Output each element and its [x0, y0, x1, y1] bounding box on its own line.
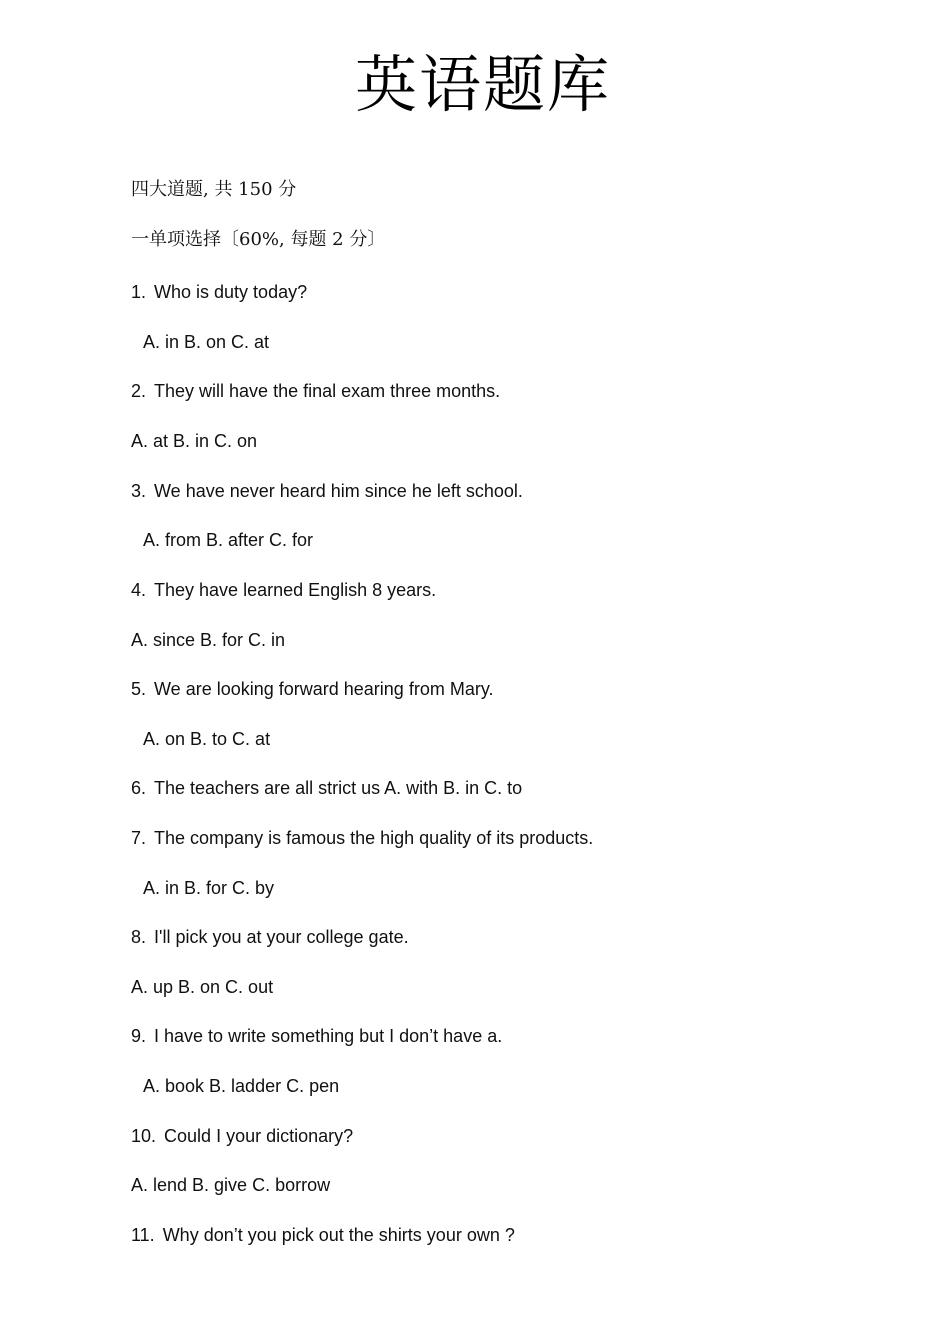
question-10: [131, 1124, 353, 1148]
question-text: I'll pick you at your college gate.: [154, 927, 409, 947]
question-9: [131, 1024, 502, 1048]
question-7: [131, 826, 593, 850]
question-number: 5.: [131, 679, 147, 699]
question-10-options: A. lend B. give C. borrow: [131, 1175, 331, 1195]
question-text: The teachers are all strict us A. with B. in C. to: [154, 778, 523, 798]
question-7-options: A. in B. for C. by: [143, 878, 275, 898]
question-8: [131, 925, 409, 949]
question-2: [131, 379, 500, 403]
question-text: They will have the final exam three months.: [154, 381, 501, 401]
question-number: 7.: [131, 828, 147, 848]
question-4: [131, 578, 436, 602]
question-2-options: A. at B. in C. on: [131, 431, 258, 451]
question-number: 1.: [131, 282, 147, 302]
question-text: We are looking forward hearing from Mary.: [154, 679, 494, 699]
question-5-options: A. on B. to C. at: [143, 729, 271, 749]
question-9-options: A. book B. ladder C. pen: [143, 1076, 340, 1096]
question-number: 10.: [131, 1126, 157, 1146]
question-number: 6.: [131, 778, 147, 798]
question-text: They have learned English 8 years.: [154, 580, 437, 600]
question-text: We have never heard him since he left school.: [154, 481, 523, 501]
question-number: 8.: [131, 927, 147, 947]
question-number: 11.: [131, 1225, 155, 1245]
question-1-options: A. in B. on C. at: [143, 332, 270, 352]
question-3-options: A. from B. after C. for: [143, 530, 314, 550]
section-heading: 一单项选择〔60%, 每题 2 分〕: [131, 229, 386, 250]
question-number: 3.: [131, 481, 147, 501]
question-text: The company is famous the high quality of its products.: [154, 828, 594, 848]
question-number: 4.: [131, 580, 147, 600]
question-text: Could I your dictionary?: [164, 1126, 354, 1146]
question-4-options: A. since B. for C. in: [131, 630, 286, 650]
question-8-options: A. up B. on C. out: [131, 977, 274, 997]
document-title: 英语题库: [354, 48, 611, 121]
exam-summary: 四大道题, 共 150 分: [131, 179, 297, 200]
question-number: 9.: [131, 1026, 147, 1046]
question-text: I have to write something but I don’t have a.: [154, 1026, 503, 1046]
question-6: [131, 776, 522, 800]
question-text: Why don’t you pick out the shirts your own ?: [162, 1225, 515, 1245]
question-3: [131, 479, 523, 503]
question-number: 2.: [131, 381, 147, 401]
question-5: [131, 677, 493, 701]
question-text: Who is duty today?: [154, 282, 308, 302]
question-1: [131, 280, 307, 304]
question-11: [131, 1223, 515, 1247]
